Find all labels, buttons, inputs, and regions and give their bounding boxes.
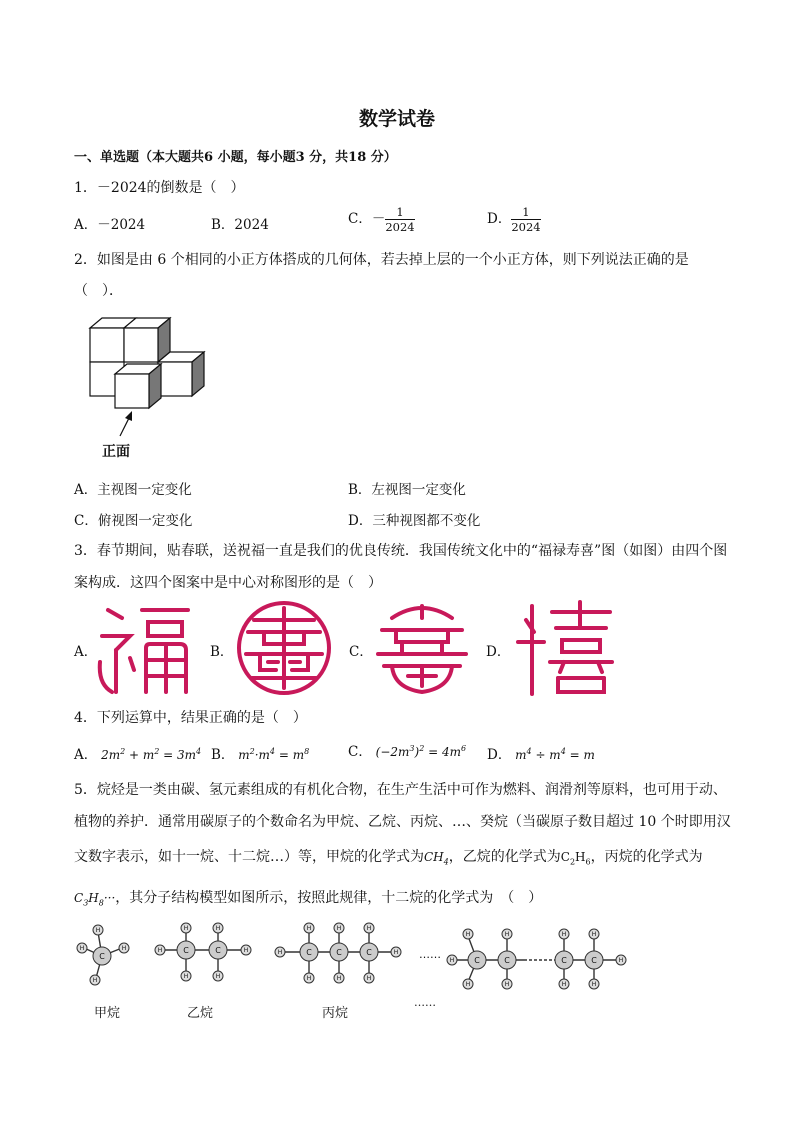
math-expression: $m^2\cdot m^4 = m^8$ xyxy=(234,747,310,762)
math-expression: $m^4 \div m^4 = m$ xyxy=(511,747,595,762)
fraction xyxy=(385,205,414,234)
option-label: B． xyxy=(211,217,235,233)
option-label: D． xyxy=(487,747,512,763)
numerator: 1 xyxy=(385,205,414,220)
q3-option-a[interactable] xyxy=(74,640,97,660)
option-text: －2024 xyxy=(97,217,146,233)
atom-label: H xyxy=(465,981,471,989)
q4-option-c[interactable] xyxy=(348,740,466,760)
option-label: A． xyxy=(74,482,98,498)
atom-label: H xyxy=(561,981,567,989)
q2-stem-line1: 2．如图是由 6 个相同的小正方体搭成的几何体，若去掉上层的一个小正方体，则下列说法正确的是 xyxy=(74,252,689,268)
atom-label: H xyxy=(591,981,597,989)
lu-character-figure xyxy=(234,598,334,698)
atom-label: H xyxy=(366,975,372,983)
atom-label: H xyxy=(79,945,85,953)
q2-option-b[interactable] xyxy=(348,478,466,498)
option-text: 2024 xyxy=(234,217,269,233)
q3-option-b[interactable] xyxy=(210,640,233,660)
atom-label: C xyxy=(366,947,372,957)
atom-label: C xyxy=(306,947,312,957)
denominator: 2024 xyxy=(385,220,415,234)
q1-option-c[interactable] xyxy=(348,205,415,234)
q3-option-c[interactable] xyxy=(349,640,373,660)
atom-label: H xyxy=(183,925,189,933)
option-sign: － xyxy=(371,211,386,227)
atom-label: C xyxy=(183,945,189,955)
q2-option-d[interactable] xyxy=(348,509,480,529)
atom-label: C xyxy=(215,945,221,955)
atom-label: C xyxy=(561,955,567,965)
atom-label: H xyxy=(121,945,127,953)
front-label: 正面 xyxy=(102,444,130,460)
cube-figure xyxy=(86,312,220,462)
option-label: B． xyxy=(210,644,234,660)
fraction xyxy=(511,205,540,234)
numerator: 1 xyxy=(511,205,540,220)
atom-label: H xyxy=(504,981,510,989)
xi-character-figure xyxy=(512,598,616,698)
atom-label: H xyxy=(465,931,471,939)
section-heading: 一、单选题（本大题共6 小题，每小题3 分，共18 分） xyxy=(74,150,397,165)
option-label: C． xyxy=(348,744,372,760)
atom-label: H xyxy=(243,947,249,955)
ellipsis-1: …… xyxy=(419,948,441,961)
math-expression: $(-2m^3)^2 = 4m^6$ xyxy=(371,744,467,759)
atom-label: H xyxy=(336,925,342,933)
option-text: 主视图一定变化 xyxy=(97,482,192,498)
option-label: C． xyxy=(74,513,98,529)
q1-option-b[interactable] xyxy=(211,213,269,233)
option-label: A． xyxy=(74,644,98,660)
atom-label: H xyxy=(95,927,101,935)
q2-option-a[interactable] xyxy=(74,478,192,498)
q5-line4-text: ，其分子结构模型如图所示，按照此规律，十二烷的化学式为 （ ） xyxy=(115,890,543,906)
option-label: B． xyxy=(211,747,235,763)
q4-stem: 4．下列运算中，结果正确的是（ ） xyxy=(74,710,307,726)
option-label: D． xyxy=(486,644,511,660)
q5-line3-part2: ，乙烷的化学式为 xyxy=(448,849,561,865)
formula-c3h8: $C_3H_8\cdot\cdot\cdot$ xyxy=(74,891,116,908)
shou-character-figure xyxy=(372,598,472,698)
formula-c2h6: $C_2H_6$ xyxy=(560,850,591,867)
q5-line3-part1: 文数字表示，如十一烷、十二烷…）等，甲烷的化学式为 xyxy=(74,849,424,865)
atom-label: H xyxy=(393,949,399,957)
atom-label: H xyxy=(157,947,163,955)
atom-label: C xyxy=(474,955,480,965)
atom-label: H xyxy=(561,931,567,939)
fu-character-figure xyxy=(96,600,196,696)
option-label: C． xyxy=(348,211,372,227)
q1-stem: 1．－2024的倒数是（ ） xyxy=(74,180,245,196)
option-label: D． xyxy=(487,211,512,227)
q1-option-a[interactable] xyxy=(74,213,145,233)
q3-stem-line1: 3．春节期间，贴春联，送祝福一直是我们的优良传统．我国传统文化中的“福禄寿喜”图（如图）由四个图 xyxy=(74,543,728,559)
ellipsis-2: …… xyxy=(414,996,436,1009)
option-label: B． xyxy=(348,482,372,498)
q4-option-a[interactable] xyxy=(74,743,201,763)
atom-label: H xyxy=(504,931,510,939)
q3-stem-line2: 案构成．这四个图案中是中心对称图形的是（ ） xyxy=(74,575,382,591)
option-text: 俯视图一定变化 xyxy=(97,513,193,529)
q2-stem-line2: （ ）． xyxy=(74,283,123,299)
atom-label: H xyxy=(336,975,342,983)
q5-line3 xyxy=(74,846,703,866)
atom-label: H xyxy=(277,949,283,957)
q4-option-d[interactable] xyxy=(487,743,595,763)
math-expression: $2m^2 + m^2 = 3m^4$ xyxy=(97,747,202,762)
atom-label: H xyxy=(215,925,221,933)
option-label: C． xyxy=(349,644,373,660)
page-title: 数学试卷 xyxy=(358,108,435,130)
q5-line3-part3: ，丙烷的化学式为 xyxy=(590,849,703,865)
atom-label: C xyxy=(591,955,597,965)
q5-line4 xyxy=(74,887,542,907)
atom-label: H xyxy=(618,957,624,965)
atom-label: C xyxy=(99,951,105,961)
atom-label: H xyxy=(92,977,98,985)
q5-line1: 5．烷烃是一类由碳、氢元素组成的有机化合物，在生产生活中可作为燃料、润滑剂等原料，也可用于动、 xyxy=(74,782,727,798)
atom-label: H xyxy=(366,925,372,933)
option-text: 左视图一定变化 xyxy=(371,482,466,498)
atom-label: H xyxy=(449,957,455,965)
q5-line2: 植物的养护．通常用碳原子的个数命名为甲烷、乙烷、丙烷、…、癸烷（当碳原子数目超过 10 个时即用汉 xyxy=(74,814,731,830)
q3-option-d[interactable] xyxy=(486,640,510,660)
formula-ch4: $CH_4$ xyxy=(424,850,449,867)
denominator: 2024 xyxy=(511,220,541,234)
atom-label: H xyxy=(306,975,312,983)
name-propane: 丙烷 xyxy=(322,1006,349,1021)
option-text: 三种视图都不变化 xyxy=(372,513,481,529)
molecule-models xyxy=(64,918,634,998)
name-ethane: 乙烷 xyxy=(187,1006,214,1021)
q2-option-c[interactable] xyxy=(74,509,192,529)
atom-label: H xyxy=(306,925,312,933)
name-methane: 甲烷 xyxy=(94,1006,121,1021)
option-label: A． xyxy=(74,217,98,233)
option-label: A． xyxy=(74,747,98,763)
q4-option-b[interactable] xyxy=(211,743,309,763)
atom-label: H xyxy=(183,973,189,981)
atom-label: C xyxy=(336,947,342,957)
option-label: D． xyxy=(348,513,373,529)
atom-label: H xyxy=(591,931,597,939)
atom-label: H xyxy=(215,973,221,981)
atom-label: C xyxy=(504,955,510,965)
q1-option-d[interactable] xyxy=(487,205,541,234)
